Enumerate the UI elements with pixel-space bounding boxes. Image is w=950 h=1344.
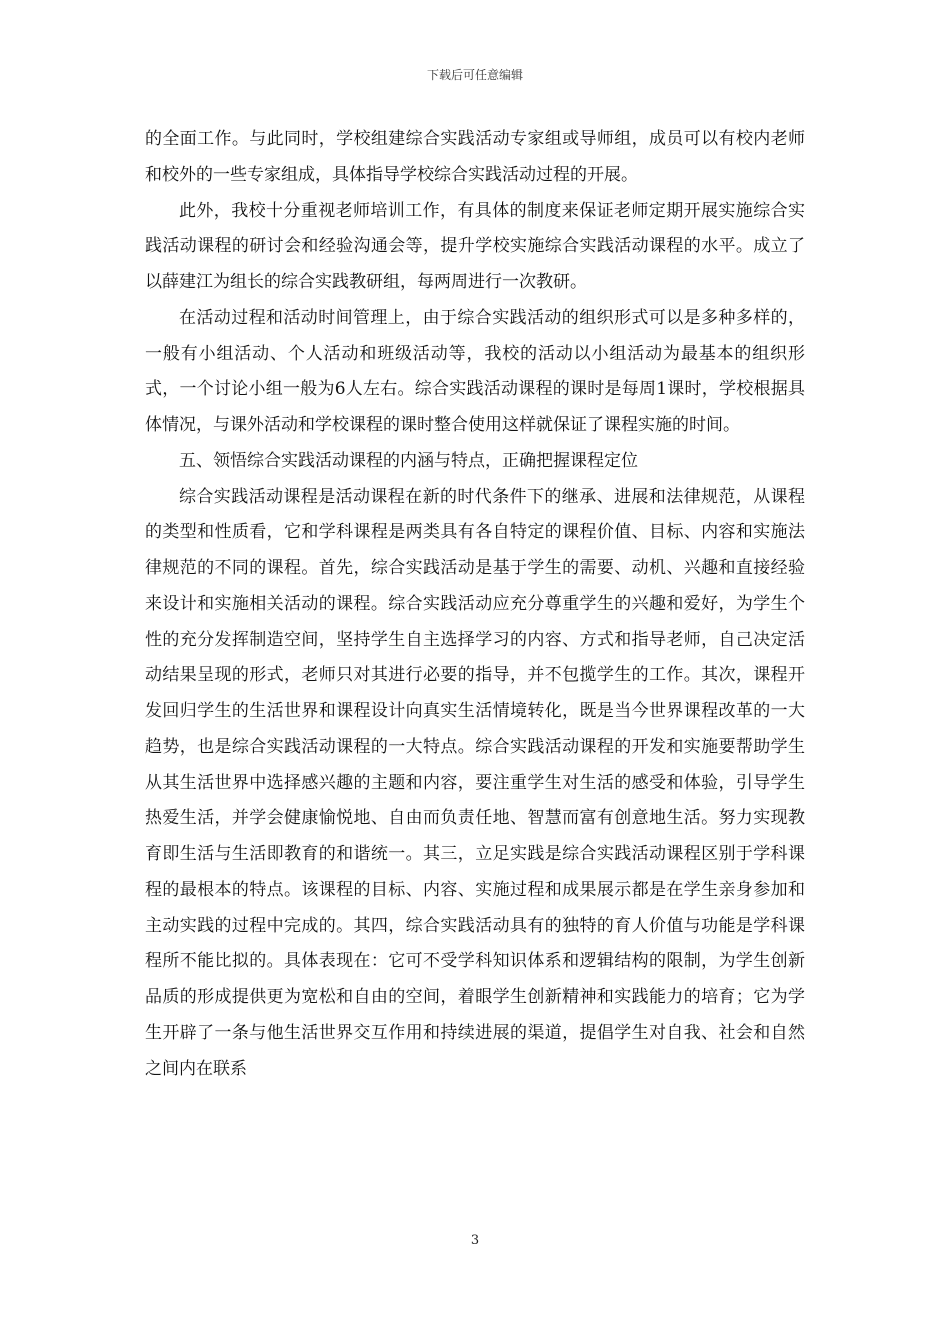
document-body (145, 122, 805, 1087)
paragraph-continuation: 的全面工作。与此同时，学校组建综合实践活动专家组或导师组，成员可以有校内老师和校外的一些专家组成，具体指导学校综合实践活动过程的开展。 (145, 129, 805, 185)
paragraph-teacher-training: 此外，我校十分重视老师培训工作，有具体的制度来保证老师定期开展实施综合实践活动课程的研讨会和经验沟通会等，提升学校实施综合实践活动课程的水平。成立了以薛建江为组长的综合实践教研组，每两周进行一次教研。 (145, 200, 805, 292)
section-heading: 五、领悟综合实践活动课程的内涵与特点，正确把握课程定位 (179, 450, 638, 471)
paragraph-course-features: 综合实践活动课程是活动课程在新的时代条件下的继承、进展和法律规范，从课程的类型和性质看，它和学科课程是两类具有各自特定的课程价值、目标、内容和实施法律规范的不同的课程。首先，综合实践活动是基于学生的需要、动机、兴趣和直接经验来设计和实施相关活动的课程。综合实践活动应充分尊重学生的兴趣和爱好，为学生个性的充分发挥制造空间，坚持学生自主选择学习的内容、方式和指导老师，自己决定活动结果呈现的形式，老师只对其进行必要的指导，并不包揽学生的工作。其次，课程开发回归学生的生活世界和课程设计向真实生活情境转化，既是当今世界课程改革的一大趋势，也是综合实践活动课程的一大特点。综合实践活动课程的开发和实施要帮助学生从其生活世界中选择感兴趣的主题和内容，要注重学生对生活的感受和体验，引导学生热爱生活，并学会健康愉悦地、自由而负责任地、智慧而富有创意地生活。努力实现教育即生活与生活即教育的和谐统一。其三，立足实践是综合实践活动课程区别于学科课程的最根本的特点。该课程的目标、内容、实施过程和成果展示都是在学生亲身参加和主动实践的过程中完成的。其四，综合实践活动具有的独特的育人价值与功能是学科课程所不能比拟的。具体表现在：它可不受学科知识体系和逻辑结构的限制，为学生创新品质的形成提供更为宽松和自由的空间，着眼学生创新精神和实践能力的培育；它为学生开辟了一条与他生活世界交互作用和持续进展的渠道，提倡学生对自我、社会和自然之间内在联系 (145, 486, 805, 1079)
page-number: 3 (470, 1233, 480, 1248)
page-header: 下载后可任意编辑 (426, 68, 523, 82)
paragraph-activity-management: 在活动过程和活动时间管理上，由于综合实践活动的组织形式可以是多种多样的，一般有小组活动、个人活动和班级活动等，我校的活动以小组活动为最基本的组织形式，一个讨论小组一般为6人左右。综合实践活动课程的课时是每周1课时，学校根据具体情况，与课外活动和学校课程的课时整合使用这样就保证了课程实施的时间。 (145, 307, 805, 435)
